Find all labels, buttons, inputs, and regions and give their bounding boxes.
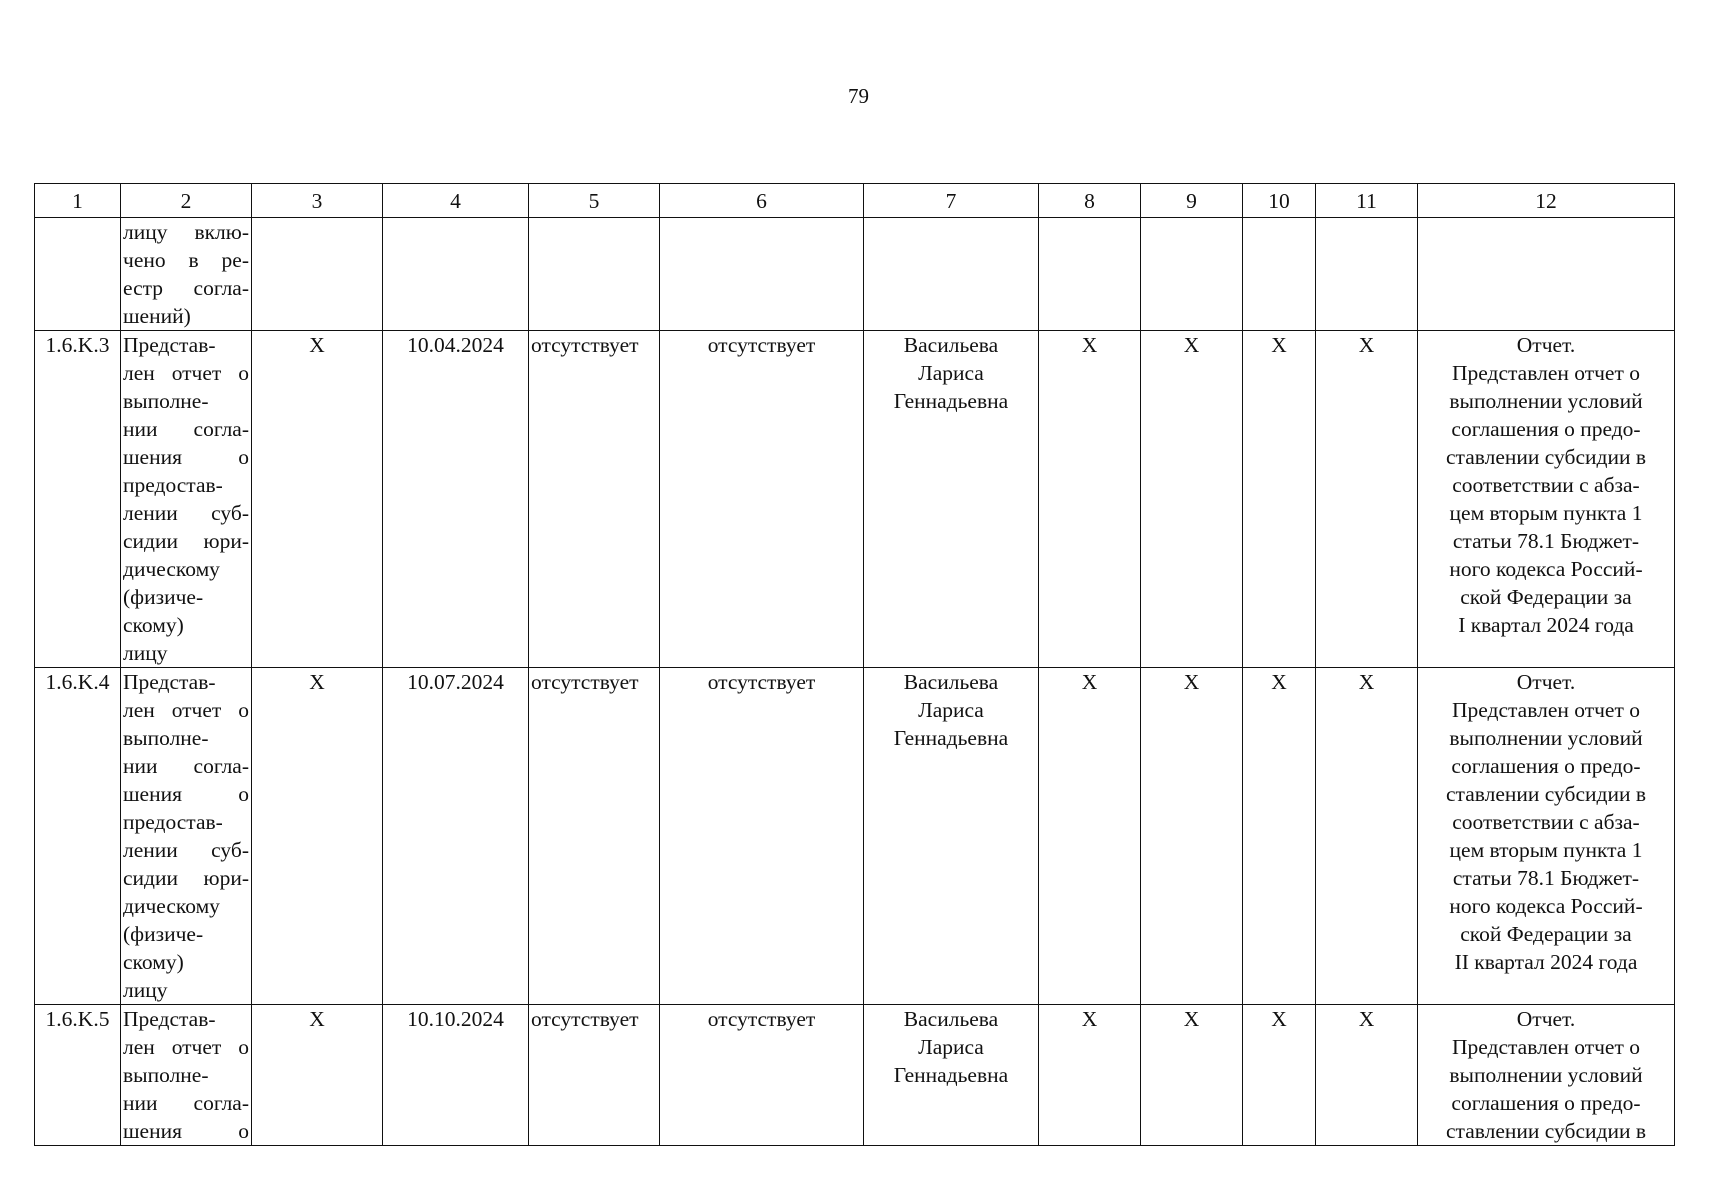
result-line: цем вторым пункта 1 — [1449, 838, 1643, 862]
cell-col5: отсутствует — [529, 1005, 660, 1146]
cell-col5: отсутствует — [529, 668, 660, 1005]
cell-col11 — [1316, 218, 1418, 331]
cell-col10: X — [1243, 1005, 1316, 1146]
description-line: предостав- — [123, 810, 223, 834]
cell-col6: отсутствует — [660, 1005, 864, 1146]
description-line: лен отчет о — [123, 1035, 249, 1059]
result-line: статьи 78.1 Бюджет- — [1452, 866, 1640, 890]
cell-date: 10.04.2024 — [383, 331, 529, 668]
result-line: соответствии с абза- — [1452, 810, 1640, 834]
result-line: Представлен отчет о — [1452, 698, 1640, 722]
description-line: лицу — [123, 641, 168, 665]
page-number: 79 — [848, 84, 869, 108]
result-line: ного кодекса Россий- — [1449, 894, 1643, 918]
description-line: Представ- — [123, 670, 216, 694]
result-line: ставлении субсидии в — [1446, 782, 1646, 806]
column-header: 10 — [1243, 184, 1316, 218]
cell-col5: отсутствует — [529, 331, 660, 668]
cell-result — [1418, 668, 1675, 1005]
cell-col8: X — [1039, 331, 1141, 668]
cell-date — [383, 218, 529, 331]
result-line: выполнении условий — [1449, 1063, 1643, 1087]
cell-number: 1.6.K.4 — [35, 668, 121, 1005]
result-line: соглашения о предо- — [1451, 754, 1641, 778]
table-row — [35, 668, 1675, 1005]
cell-col9 — [1141, 218, 1243, 331]
result-line: I квартал 2024 года — [1458, 613, 1634, 637]
result-line: цем вторым пункта 1 — [1449, 501, 1643, 525]
description-line: естр согла- — [123, 276, 249, 300]
result-line: Представлен отчет о — [1452, 1035, 1640, 1059]
description-line: выполне- — [123, 726, 209, 750]
cell-number — [35, 218, 121, 331]
cell-col3: X — [252, 668, 383, 1005]
person-line: Васильева — [903, 333, 999, 357]
cell-number: 1.6.K.5 — [35, 1005, 121, 1146]
cell-description — [121, 218, 252, 331]
column-header: 7 — [864, 184, 1039, 218]
result-line: Отчет. — [1516, 670, 1576, 694]
result-line: ставлении субсидии в — [1446, 445, 1646, 469]
person-line: Геннадьевна — [893, 726, 1009, 750]
result-line: Представлен отчет о — [1452, 361, 1640, 385]
cell-date: 10.07.2024 — [383, 668, 529, 1005]
description-line: дическому — [123, 557, 220, 581]
description-line: нии согла- — [123, 754, 249, 778]
person-line: Васильева — [903, 1007, 999, 1031]
description-line: дическому — [123, 894, 220, 918]
cell-col10 — [1243, 218, 1316, 331]
result-line: статьи 78.1 Бюджет- — [1452, 529, 1640, 553]
cell-col9: X — [1141, 1005, 1243, 1146]
cell-col11: X — [1316, 668, 1418, 1005]
result-line: ской Федерации за — [1460, 585, 1632, 609]
cell-description — [121, 668, 252, 1005]
result-line: ставлении субсидии в — [1446, 1119, 1646, 1143]
cell-col8: X — [1039, 1005, 1141, 1146]
cell-col8: X — [1039, 668, 1141, 1005]
cell-person — [864, 331, 1039, 668]
cell-result — [1418, 218, 1675, 331]
description-line: сидии юри- — [123, 866, 249, 890]
description-line: выполне- — [123, 389, 209, 413]
cell-col10: X — [1243, 668, 1316, 1005]
description-line: (физиче- — [123, 585, 204, 609]
column-header: 8 — [1039, 184, 1141, 218]
column-header: 5 — [529, 184, 660, 218]
description-line: лицу — [123, 978, 168, 1002]
cell-col9: X — [1141, 331, 1243, 668]
column-header: 11 — [1316, 184, 1418, 218]
continuation-row — [35, 218, 1675, 331]
column-header: 3 — [252, 184, 383, 218]
cell-col6 — [660, 218, 864, 331]
header-row — [35, 184, 1675, 218]
cell-col3: X — [252, 331, 383, 668]
person-line: Лариса — [918, 361, 984, 385]
description-line: сидии юри- — [123, 529, 249, 553]
result-line: Отчет. — [1516, 1007, 1576, 1031]
description-line: лен отчет о — [123, 698, 249, 722]
description-line: Представ- — [123, 1007, 216, 1031]
cell-description — [121, 331, 252, 668]
cell-result — [1418, 1005, 1675, 1146]
column-header: 2 — [121, 184, 252, 218]
result-line: Отчет. — [1516, 333, 1576, 357]
description-line: скому) — [123, 950, 184, 974]
description-line: лении суб- — [123, 838, 249, 862]
description-line: шения о — [123, 1119, 249, 1143]
result-line: ного кодекса Россий- — [1449, 557, 1643, 581]
table-row — [35, 1005, 1675, 1146]
cell-col6: отсутствует — [660, 668, 864, 1005]
description-line: шения о — [123, 782, 249, 806]
table-row — [35, 331, 1675, 668]
cell-person — [864, 1005, 1039, 1146]
cell-col3: X — [252, 1005, 383, 1146]
cell-col8 — [1039, 218, 1141, 331]
result-line: II квартал 2024 года — [1454, 950, 1638, 974]
description-line: предостав- — [123, 473, 223, 497]
cell-col5 — [529, 218, 660, 331]
cell-date: 10.10.2024 — [383, 1005, 529, 1146]
result-line: выполнении условий — [1449, 726, 1643, 750]
cell-person — [864, 218, 1039, 331]
result-line: соглашения о предо- — [1451, 1091, 1641, 1115]
person-line: Васильева — [903, 670, 999, 694]
cell-col3 — [252, 218, 383, 331]
description-line: выполне- — [123, 1063, 209, 1087]
cell-col11: X — [1316, 331, 1418, 668]
description-line: (физиче- — [123, 922, 204, 946]
column-header: 1 — [35, 184, 121, 218]
report-table — [34, 183, 1675, 1146]
description-line: лении суб- — [123, 501, 249, 525]
result-line: соответствии с абза- — [1452, 473, 1640, 497]
cell-result — [1418, 331, 1675, 668]
column-header: 9 — [1141, 184, 1243, 218]
column-header: 4 — [383, 184, 529, 218]
description-line: скому) — [123, 613, 184, 637]
description-line: нии согла- — [123, 417, 249, 441]
column-header: 12 — [1418, 184, 1675, 218]
person-line: Геннадьевна — [893, 1063, 1009, 1087]
result-line: выполнении условий — [1449, 389, 1643, 413]
person-line: Геннадьевна — [893, 389, 1009, 413]
cell-col9: X — [1141, 668, 1243, 1005]
description-line: чено в ре- — [123, 248, 249, 272]
cell-description — [121, 1005, 252, 1146]
column-header: 6 — [660, 184, 864, 218]
person-line: Лариса — [918, 698, 984, 722]
description-line: лен отчет о — [123, 361, 249, 385]
result-line: соглашения о предо- — [1451, 417, 1641, 441]
person-line: Лариса — [918, 1035, 984, 1059]
description-line: лицу вклю- — [123, 220, 249, 244]
cell-col10: X — [1243, 331, 1316, 668]
description-line: нии согла- — [123, 1091, 249, 1115]
cell-number: 1.6.K.3 — [35, 331, 121, 668]
cell-col6: отсутствует — [660, 331, 864, 668]
description-line: шения о — [123, 445, 249, 469]
description-line: шений) — [123, 304, 191, 328]
result-line: ской Федерации за — [1460, 922, 1632, 946]
description-line: Представ- — [123, 333, 216, 357]
cell-col11: X — [1316, 1005, 1418, 1146]
cell-person — [864, 668, 1039, 1005]
